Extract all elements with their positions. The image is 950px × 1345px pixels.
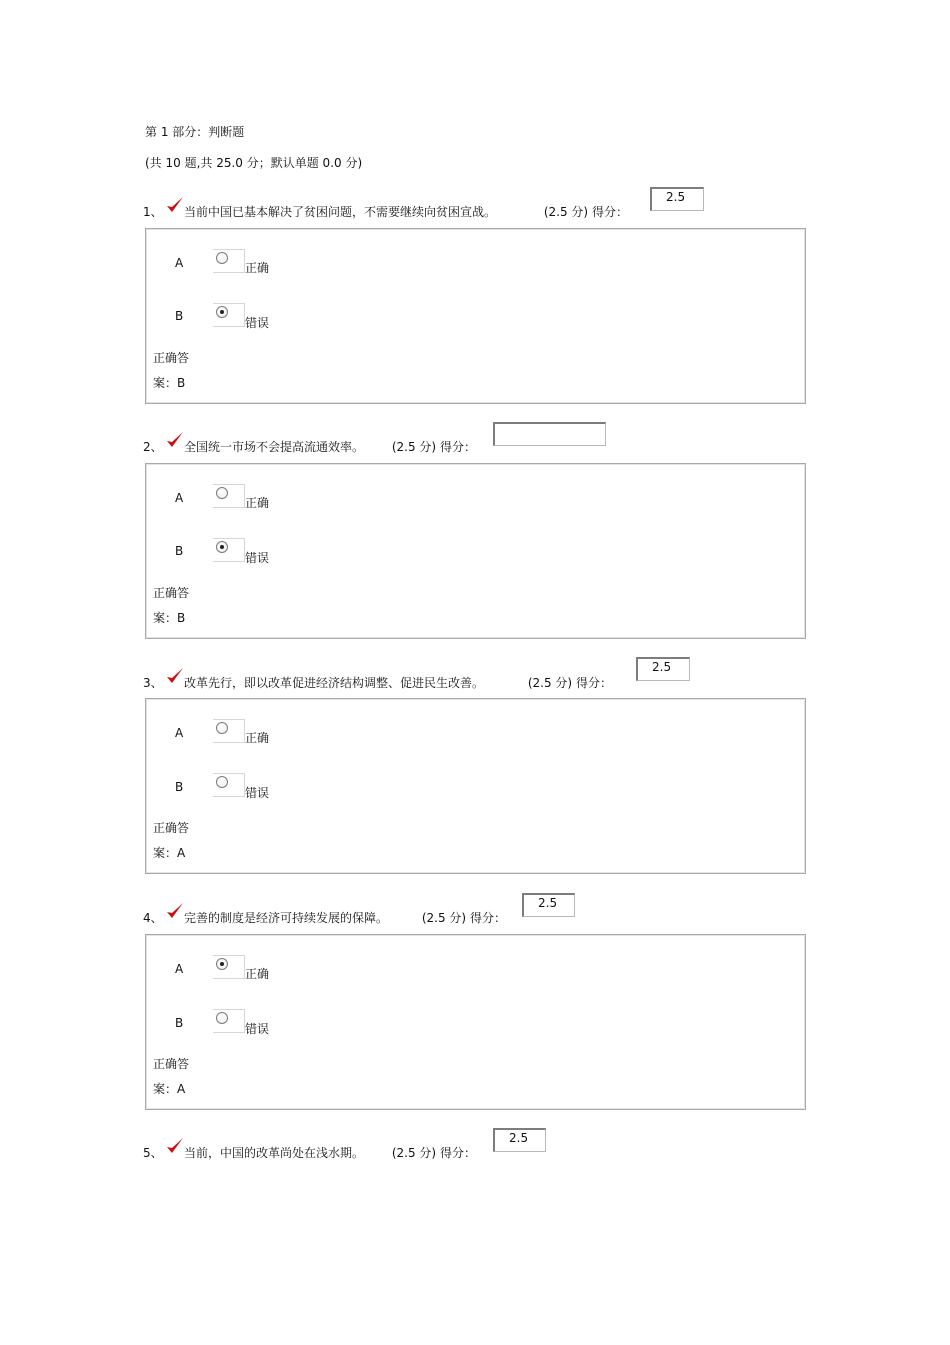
question-points: (2.5 分)	[527, 676, 573, 690]
score-input[interactable]	[493, 422, 606, 446]
question-number: 4、	[143, 911, 163, 925]
radio-button[interactable]	[216, 722, 228, 734]
correct-answer-label: 正确答	[153, 821, 190, 835]
option-letter: A	[175, 962, 184, 976]
radio-button-selected[interactable]	[216, 306, 228, 318]
question-text: 当前中国已基本解决了贫困问题，不需要继续向贫困宣战。	[184, 205, 497, 219]
option-letter: B	[175, 780, 184, 794]
question-3-options-panel	[145, 698, 806, 874]
question-text: 全国统一市场不会提高流通效率。	[184, 440, 365, 454]
option-letter: B	[175, 544, 184, 558]
checkmark-icon	[165, 666, 185, 686]
question-1-header	[143, 195, 843, 225]
question-number: 2、	[143, 440, 163, 454]
score-input[interactable]: 2.5	[493, 1128, 546, 1152]
option-letter: B	[175, 1016, 184, 1030]
correct-answer-label: 正确答	[153, 586, 190, 600]
radio-button[interactable]	[216, 487, 228, 499]
score-input[interactable]: 2.5	[650, 187, 704, 211]
option-a-radio-wrap[interactable]	[213, 719, 245, 743]
option-label: 正确	[245, 731, 270, 745]
checkmark-icon	[165, 195, 185, 215]
section-info: (共 10 题,共 25.0 分；默认单题 0.0 分)	[145, 156, 363, 170]
option-letter: A	[175, 726, 184, 740]
option-label: 正确	[245, 967, 270, 981]
question-2-options-panel	[145, 463, 806, 639]
correct-answer-label: 正确答	[153, 1057, 190, 1071]
option-label: 错误	[245, 786, 270, 800]
option-letter: B	[175, 309, 184, 323]
question-3-header	[143, 666, 843, 696]
radio-button[interactable]	[216, 776, 228, 788]
option-b-radio-wrap[interactable]	[213, 773, 245, 797]
radio-button[interactable]	[216, 1012, 228, 1024]
question-points: (2.5 分)	[391, 1146, 437, 1160]
question-1-options-panel	[145, 228, 806, 404]
option-label: 错误	[245, 551, 270, 565]
score-label: 得分：	[439, 1146, 476, 1160]
question-points: (2.5 分)	[421, 911, 467, 925]
option-label: 正确	[245, 496, 270, 510]
score-input[interactable]: 2.5	[636, 657, 690, 681]
option-label: 错误	[245, 1022, 270, 1036]
radio-button-selected[interactable]	[216, 541, 228, 553]
correct-answer-value: 案：B	[153, 611, 186, 625]
question-number: 1、	[143, 205, 163, 219]
correct-answer-value: 案：B	[153, 376, 186, 390]
question-text: 改革先行，即以改革促进经济结构调整、促进民生改善。	[184, 676, 485, 690]
checkmark-icon	[165, 430, 185, 450]
question-text: 当前，中国的改革尚处在浅水期。	[184, 1146, 365, 1160]
option-letter: A	[175, 491, 184, 505]
checkmark-icon	[165, 901, 185, 921]
option-a-radio-wrap[interactable]	[213, 955, 245, 979]
question-number: 5、	[143, 1146, 163, 1160]
score-label: 得分：	[469, 911, 506, 925]
option-b-radio-wrap[interactable]	[213, 1009, 245, 1033]
radio-button[interactable]	[216, 252, 228, 264]
option-label: 错误	[245, 316, 270, 330]
option-b-radio-wrap[interactable]	[213, 538, 245, 562]
question-points: (2.5 分)	[391, 440, 437, 454]
question-points: (2.5 分)	[543, 205, 589, 219]
option-a-radio-wrap[interactable]	[213, 249, 245, 273]
section-title: 第 1 部分：判断题	[145, 125, 245, 139]
question-number: 3、	[143, 676, 163, 690]
question-4-options-panel	[145, 934, 806, 1110]
option-a-radio-wrap[interactable]	[213, 484, 245, 508]
option-label: 正确	[245, 261, 270, 275]
correct-answer-value: 案：A	[153, 1082, 186, 1096]
question-text: 完善的制度是经济可持续发展的保障。	[184, 911, 389, 925]
option-letter: A	[175, 256, 184, 270]
correct-answer-label: 正确答	[153, 351, 190, 365]
score-label: 得分：	[439, 440, 476, 454]
score-label: 得分：	[591, 205, 628, 219]
score-label: 得分：	[575, 676, 612, 690]
option-b-radio-wrap[interactable]	[213, 303, 245, 327]
radio-button-selected[interactable]	[216, 958, 228, 970]
checkmark-icon	[165, 1136, 185, 1156]
question-4-header	[143, 901, 843, 931]
correct-answer-value: 案：A	[153, 846, 186, 860]
score-input[interactable]: 2.5	[522, 893, 575, 917]
